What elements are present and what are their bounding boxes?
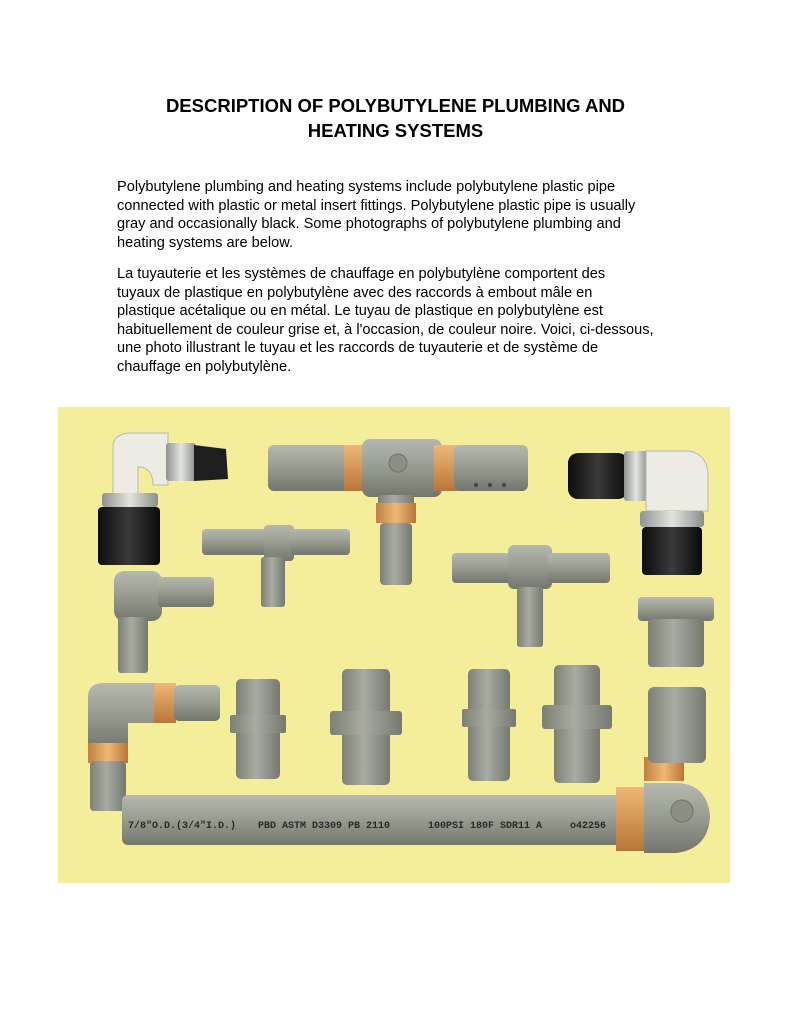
title-line-2: HEATING SYSTEMS: [307, 120, 484, 141]
pipe-marking-mid: PBD ASTM D3309 PB 2110: [258, 821, 391, 832]
text-line: connected with plastic or metal insert fittings. Polybutylene plastic pipe is usually: [117, 197, 636, 214]
pipe-marking-left: 7/8"O.D.(3/4"I.D.): [128, 821, 237, 832]
text-line: plastique acétalique ou en métal. Le tuyau de plastique en polybutylène est: [117, 303, 603, 320]
document-title: [100, 93, 691, 143]
text-line: habituellement de couleur grise et, à l'occasion, de couleur noire. Voici, ci-dessous,: [117, 321, 654, 338]
small-barbed-tee: [202, 525, 350, 607]
text-line: La tuyauterie et les systèmes de chauffage en polybutylène comportent des: [117, 266, 606, 282]
paragraph-french: [117, 265, 707, 377]
paragraph-english: [117, 178, 707, 252]
text-line: gray and occasionally black. Some photographs of polybutylene plumbing and: [117, 216, 621, 233]
text-line: tuyaux de plastique en polybutylène avec des raccords à embout mâle en: [117, 284, 593, 301]
pipe-marking-code: o42256: [570, 821, 607, 832]
pipe-marking-right: 100PSI 180F SDR11 A: [428, 821, 543, 832]
text-line: Polybutylene plumbing and heating systems include polybutylene plastic pipe: [117, 179, 616, 195]
text-line: chauffage en polybutylène.: [117, 358, 292, 375]
text-line: heating systems are below.: [117, 234, 294, 251]
copper-ring-elbow: [88, 683, 220, 811]
text-line: une photo illustrant le tuyau et les raccords de tuyauterie et de système de: [117, 340, 599, 357]
barbed-couplings: [230, 665, 612, 785]
hex-adapter-small: [638, 597, 714, 667]
fittings-photo: [58, 407, 730, 883]
title-line-1: DESCRIPTION OF POLYBUTYLENE PLUMBING AND: [165, 95, 626, 116]
barbed-tee-right: [452, 545, 610, 647]
barbed-elbow: [114, 571, 214, 673]
fittings-illustration: [58, 407, 730, 883]
